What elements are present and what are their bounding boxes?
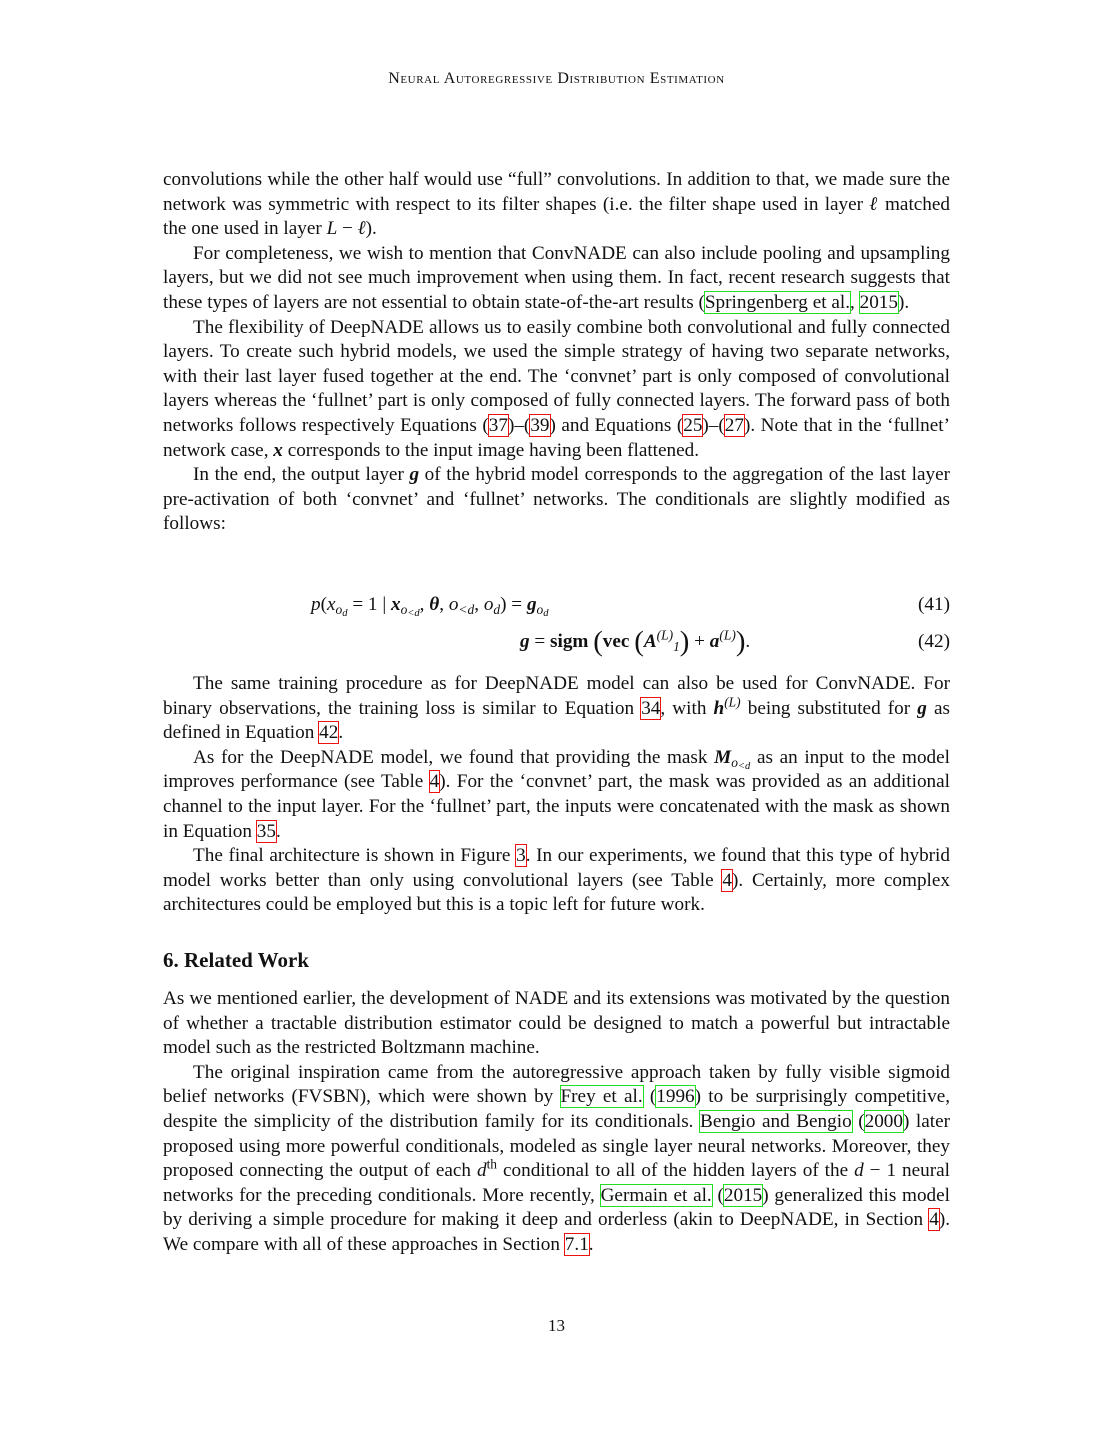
- math-symbol: ): [679, 625, 690, 658]
- math-symbol: vec: [602, 631, 630, 652]
- body-text-block-1: [163, 168, 950, 537]
- math-symbol: o: [731, 754, 738, 770]
- math-symbol: θ: [429, 594, 440, 615]
- paragraph: [163, 987, 950, 1061]
- math-symbol: <d: [407, 607, 420, 619]
- math-symbol: g: [526, 594, 537, 615]
- text-run: ,: [419, 594, 430, 615]
- math-symbol: d: [493, 602, 501, 618]
- citation-link[interactable]: Frey et al.: [560, 1086, 643, 1108]
- math-symbol: <d: [458, 602, 475, 618]
- text-run: (: [642, 1086, 657, 1108]
- math-symbol: 1: [673, 639, 680, 655]
- text-run: The final architecture is shown in Figure: [193, 845, 517, 867]
- text-run: For completeness, we wish to mention that ConvNADE can also include pooling and upsampling layers, but we did not see much improvement when using them. In fact, recent research suggests that these types of layers are not essential to obtain state-of-the-art results (: [163, 242, 950, 313]
- text-run: ) to be surprisingly competitive, despite the simplicity of the distribution family for its conditionals.: [163, 1086, 951, 1132]
- text-run: As we mentioned earlier, the development of NADE and its extensions was motivated by the question of whether a tractable distribution estimator could be designed to match a powerful but intractable model such as the restricted Boltzmann machine.: [163, 988, 950, 1059]
- citation-link[interactable]: 2015: [723, 1184, 763, 1206]
- paragraph: [163, 746, 950, 844]
- math-symbol: sigm: [550, 631, 589, 652]
- page-number: 13: [548, 1316, 565, 1335]
- math-symbol: (L): [656, 627, 674, 643]
- equation-42: [163, 625, 950, 661]
- citation-link[interactable]: Springenberg et al.: [704, 291, 850, 313]
- text-run: convolutions while the other half would use “full” convolutions. In addition to that, we made sure the network was symmetric with respect to its filter shapes (i.e. the filter shape used in layer: [163, 169, 950, 215]
- cross-reference-link[interactable]: 27: [724, 414, 744, 436]
- citation-link[interactable]: Bengio and Bengio: [700, 1110, 852, 1132]
- running-head: Neural Autoregressive Distribution Estimation: [388, 70, 725, 87]
- math-symbol: d: [543, 607, 549, 619]
- text-run: = 1 |: [347, 594, 391, 615]
- text-run: .: [745, 631, 751, 652]
- cross-reference-link[interactable]: 4: [429, 771, 440, 793]
- math-symbol: M: [714, 746, 732, 768]
- text-run: conditional to all of the hidden layers of the: [497, 1160, 855, 1182]
- math-symbol: ): [735, 625, 746, 658]
- text-run: being substituted for: [740, 697, 918, 719]
- text-run: The original inspiration came from the autoregressive approach taken by fully visible sigmoid belief networks (FVSBN), which were shown by: [163, 1061, 950, 1108]
- math-symbol: th: [486, 1156, 498, 1172]
- math-symbol: x: [326, 594, 336, 615]
- paragraph: [163, 844, 950, 918]
- math-symbol: (L): [719, 627, 736, 643]
- text-run: corresponds to the input image having been flattened.: [282, 439, 700, 461]
- text-run: +: [689, 631, 710, 652]
- body-text-block-2: [163, 672, 950, 918]
- text-run: As for the DeepNADE model, we found that providing the mask: [193, 746, 715, 768]
- cross-reference-link[interactable]: 34: [641, 697, 661, 719]
- body-text-block-3: [163, 987, 950, 1258]
- text-run: as an input to the model improves performance (see Table: [163, 746, 950, 793]
- cross-reference-link[interactable]: 4: [722, 869, 732, 891]
- text-run: ). For the ‘convnet’ part, the mask was provided as an additional channel to the input layer. For the ‘fullnet’ part, the inputs were concatenated with the mask as shown in Equation: [163, 771, 950, 842]
- cross-reference-link[interactable]: 39: [530, 414, 550, 436]
- text-run: ,: [474, 594, 484, 615]
- text-run: ). We compare with all of these approaches in Section: [163, 1209, 950, 1255]
- equation-number: (42): [918, 631, 950, 652]
- cross-reference-link[interactable]: 25: [683, 414, 703, 436]
- cross-reference-link[interactable]: 3: [516, 845, 526, 867]
- text-run: ) generalized this model by deriving a simple procedure for making it deep and orderless (akin to DeepNADE, in Section: [163, 1184, 951, 1231]
- text-run: )–(: [702, 414, 725, 436]
- text-run: ). Certainly, more complex architectures could be employed but this is a topic left for future work.: [163, 869, 950, 916]
- citation-link[interactable]: 2000: [864, 1110, 903, 1132]
- paragraph: [163, 316, 950, 464]
- text-run: . In our experiments, we found that this type of hybrid model works better than only using convolutional layers (see Table: [163, 845, 950, 891]
- math-symbol: h: [713, 697, 725, 719]
- math-symbol: (: [634, 625, 644, 658]
- math-symbol: g: [520, 631, 530, 652]
- equation-41: [163, 594, 950, 624]
- cross-reference-link[interactable]: 7.1: [564, 1233, 589, 1255]
- equation-body: [311, 594, 549, 619]
- equation-number: (41): [918, 594, 950, 615]
- text-run: ) and Equations (: [549, 414, 684, 436]
- text-run: .: [338, 722, 344, 744]
- text-run: ,: [850, 291, 860, 313]
- math-symbol: d: [854, 1160, 864, 1182]
- math-symbol: o: [536, 602, 544, 618]
- math-symbol: g: [917, 697, 927, 719]
- math-symbol: d: [476, 1160, 487, 1182]
- text-run: )–(: [507, 414, 531, 436]
- math-symbol: A: [643, 631, 657, 652]
- paragraph: [163, 1061, 950, 1258]
- math-symbol: ℓ: [869, 193, 879, 215]
- math-symbol: g: [409, 464, 420, 486]
- paragraph: [163, 242, 950, 316]
- math-symbol: d: [342, 607, 348, 619]
- text-run: −: [337, 218, 358, 240]
- text-run: , with: [660, 697, 714, 719]
- math-symbol: x: [273, 439, 283, 461]
- text-run: as defined in Equation: [163, 697, 950, 744]
- paragraph: [163, 463, 950, 537]
- math-symbol: o: [448, 594, 459, 615]
- text-run: (: [711, 1184, 724, 1206]
- cross-reference-link[interactable]: 42: [319, 722, 339, 744]
- math-symbol: x: [390, 594, 401, 615]
- math-symbol: o: [335, 602, 343, 618]
- math-symbol: o: [483, 594, 494, 615]
- paragraph: [163, 168, 950, 242]
- equation-body: [520, 625, 751, 658]
- cross-reference-link[interactable]: 4: [929, 1209, 939, 1231]
- section-heading: 6. Related Work: [163, 948, 310, 972]
- cross-reference-link[interactable]: 35: [256, 820, 276, 842]
- text-run: ,: [439, 594, 449, 615]
- text-run: matched the one used in layer: [163, 193, 950, 240]
- text-run: The flexibility of DeepNADE allows us to easily combine both convolutional and fully connected layers. To create such hybrid models, we used the simple strategy of having two separate networks, with their last layer fused together at the end. The ‘convnet’ part is only composed of convolutional layers whereas the ‘fullnet’ part is only composed of fully connected layers. The forward pass of both networks follows respectively Equations (: [163, 316, 950, 436]
- math-symbol: p: [311, 594, 321, 615]
- text-run: ).: [365, 218, 377, 240]
- math-symbol: (L): [724, 694, 741, 710]
- math-symbol: (: [593, 625, 603, 658]
- text-run: (: [851, 1110, 865, 1132]
- text-run: ). Note that in the ‘fullnet’ network case,: [163, 414, 950, 461]
- paragraph: [163, 672, 950, 746]
- text-run: ) =: [500, 594, 527, 615]
- math-symbol: <d: [737, 760, 751, 772]
- text-run: .: [588, 1233, 594, 1255]
- text-run: ).: [897, 291, 910, 313]
- text-run: .: [275, 820, 281, 842]
- text-run: (: [320, 594, 327, 615]
- citation-link[interactable]: Germain et al.: [600, 1184, 712, 1206]
- math-symbol: ℓ: [357, 218, 366, 240]
- math-symbol: L: [326, 218, 338, 240]
- text-run: ) later proposed using more powerful conditionals, modeled as single layer neural networks. Moreover, they proposed connecting the output of each: [163, 1110, 950, 1182]
- text-run: =: [529, 631, 551, 652]
- text-run: of the hybrid model corresponds to the aggregation of the last layer pre-activation of both ‘convnet’ and ‘fullnet’ networks. The conditionals are slightly modified as follows:: [163, 464, 950, 535]
- text-run: In the end, the output layer: [193, 464, 410, 486]
- text-run: The same training procedure as for DeepNADE model can also be used for ConvNADE. For binary observations, the training loss is similar to Equation: [163, 673, 950, 719]
- math-symbol: a: [709, 631, 720, 652]
- cross-reference-link[interactable]: 37: [488, 414, 508, 436]
- math-symbol: o: [400, 602, 408, 618]
- citation-link[interactable]: 1996: [656, 1086, 695, 1108]
- text-run: − 1 neural networks for the preceding conditionals. More recently,: [163, 1160, 950, 1206]
- citation-link[interactable]: 2015: [859, 291, 898, 313]
